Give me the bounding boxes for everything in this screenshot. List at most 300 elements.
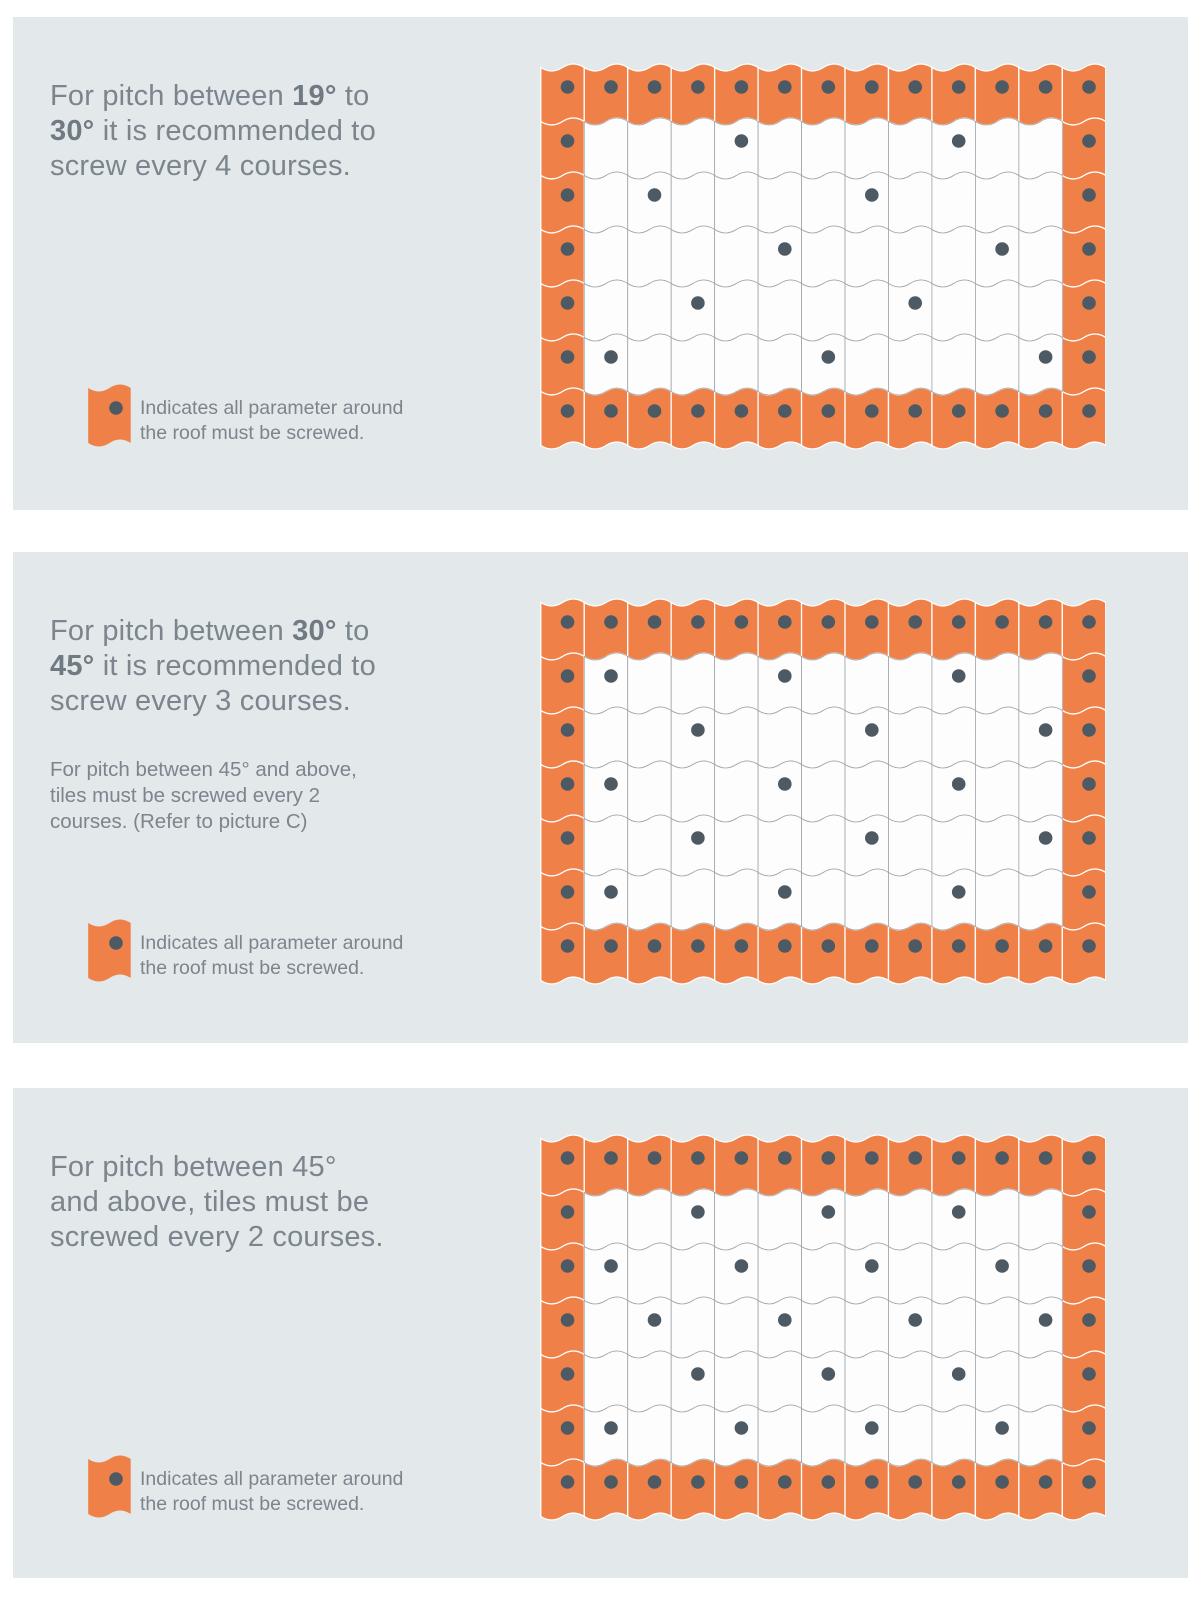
screw-dot — [952, 80, 966, 94]
roof-tile — [845, 707, 888, 768]
roof-tile — [932, 280, 975, 341]
roof-tile-screwed — [975, 599, 1018, 660]
roof-tile — [715, 172, 758, 233]
roof-tile — [845, 761, 888, 822]
roof-tile-screwed — [888, 1135, 931, 1196]
roof-tile — [584, 1243, 627, 1304]
roof-tile — [845, 334, 888, 395]
screw-dot — [995, 404, 1009, 418]
roof-tile-screwed — [541, 172, 584, 233]
screw-dot — [691, 80, 705, 94]
roof-tile — [584, 334, 627, 395]
roof-tile-screwed — [628, 388, 671, 449]
screw-dot — [1082, 777, 1096, 791]
roof-tile — [628, 334, 671, 395]
roof-tile — [975, 653, 1018, 714]
screw-dot — [1039, 1313, 1053, 1327]
roof-tile — [975, 226, 1018, 287]
roof-tile-screwed — [802, 64, 845, 125]
roof-tile — [584, 172, 627, 233]
roof-tile-screwed — [88, 385, 131, 447]
roof-tile-screwed — [541, 226, 584, 287]
roof-tile — [975, 1405, 1018, 1466]
screw-dot — [778, 80, 792, 94]
roof-tile — [715, 869, 758, 930]
roof-tile-screwed — [888, 388, 931, 449]
screw-dot — [908, 1475, 922, 1489]
screw-dot — [778, 242, 792, 256]
screw-dot — [735, 1421, 749, 1435]
roof-tile-screwed — [671, 1459, 714, 1520]
screw-dot — [1082, 350, 1096, 364]
subtext-line: tiles must be screwed every 2 — [50, 784, 321, 807]
screw-dot — [822, 1151, 836, 1165]
roof-tile — [584, 761, 627, 822]
roof-tile-screwed — [1062, 869, 1105, 930]
roof-tile-screwed — [541, 1243, 584, 1304]
screw-dot — [1082, 1313, 1096, 1327]
screw-dot — [561, 1475, 575, 1489]
roof-tile-screwed — [845, 1135, 888, 1196]
panel-heading — [50, 79, 376, 184]
screw-dot — [1082, 1205, 1096, 1219]
roof-tile-screwed — [541, 653, 584, 714]
roof-tile-screwed — [1062, 1297, 1105, 1358]
roof-tile-screwed — [932, 599, 975, 660]
panel-heading — [50, 1150, 384, 1255]
screw-dot — [995, 1475, 1009, 1489]
roof-tile — [628, 761, 671, 822]
roof-tile-screwed — [845, 64, 888, 125]
roof-tile-screwed — [541, 334, 584, 395]
roof-tile-screwed — [1062, 653, 1105, 714]
roof-tile — [845, 869, 888, 930]
screw-dot — [822, 939, 836, 953]
panel-pitch-45-above — [13, 1088, 1188, 1578]
roof-tile-screwed — [715, 599, 758, 660]
roof-tile-screwed — [541, 1351, 584, 1412]
roof-tile-screwed — [802, 1135, 845, 1196]
roof-tile-screwed — [541, 869, 584, 930]
screw-dot — [1039, 1475, 1053, 1489]
roof-tile-screwed — [1019, 1459, 1062, 1520]
screw-dot — [604, 80, 618, 94]
roof-tile — [932, 1351, 975, 1412]
roof-tile-screwed — [541, 1405, 584, 1466]
roof-tile — [715, 653, 758, 714]
roof-tile-screwed — [584, 599, 627, 660]
screw-dot — [109, 936, 123, 950]
roof-tile — [1019, 1351, 1062, 1412]
roof-tile — [1019, 1189, 1062, 1250]
roof-tile — [715, 1351, 758, 1412]
roof-tile — [975, 707, 1018, 768]
screw-dot — [604, 1421, 618, 1435]
roof-tile — [1019, 1297, 1062, 1358]
roof-tile-screwed — [1062, 1189, 1105, 1250]
roof-tile-screwed — [802, 599, 845, 660]
roof-tile — [584, 226, 627, 287]
roof-tile-screwed — [932, 388, 975, 449]
roof-tile — [715, 815, 758, 876]
roof-tile — [715, 226, 758, 287]
subtext-line: courses. (Refer to picture C) — [50, 810, 308, 833]
roof-tile — [1019, 707, 1062, 768]
screw-dot — [778, 1475, 792, 1489]
screw-dot — [561, 1367, 575, 1381]
roof-tile — [802, 761, 845, 822]
screw-dot — [1039, 831, 1053, 845]
roof-tile-screwed — [1062, 1135, 1105, 1196]
roof-tile — [975, 280, 1018, 341]
roof-tile — [671, 815, 714, 876]
screw-dot — [691, 831, 705, 845]
legend — [87, 1454, 403, 1520]
screw-dot — [561, 939, 575, 953]
screw-dot — [952, 939, 966, 953]
screw-dot — [604, 939, 618, 953]
roof-tile-screwed — [758, 599, 801, 660]
screw-dot — [1082, 831, 1096, 845]
roof-tile — [628, 653, 671, 714]
roof-tile — [628, 707, 671, 768]
roof-tile — [1019, 226, 1062, 287]
roof-tile — [584, 869, 627, 930]
roof-tile — [671, 1297, 714, 1358]
screwed-tile-icon — [87, 918, 133, 984]
roof-tile-screwed — [1062, 118, 1105, 179]
roof-tile-screwed — [1019, 1135, 1062, 1196]
roof-tile-screwed — [541, 280, 584, 341]
roof-tile-screwed — [845, 599, 888, 660]
roof-tile — [584, 280, 627, 341]
screw-dot — [561, 242, 575, 256]
legend — [87, 383, 403, 449]
screw-dot — [691, 296, 705, 310]
screw-dot — [604, 615, 618, 629]
heading-line: 45° it is recommended to — [50, 650, 376, 682]
roof-tile — [628, 1405, 671, 1466]
screw-dot — [1082, 296, 1096, 310]
roof-tile — [802, 1189, 845, 1250]
screw-dot — [865, 80, 879, 94]
roof-tile — [888, 815, 931, 876]
roof-tile-screwed — [975, 923, 1018, 984]
roof-tile-screwed — [671, 1135, 714, 1196]
roof-tile — [888, 653, 931, 714]
roof-tile-screwed — [1062, 1351, 1105, 1412]
roof-tile — [932, 653, 975, 714]
screw-dot — [952, 777, 966, 791]
roof-tile — [845, 1405, 888, 1466]
roof-tile — [671, 334, 714, 395]
screw-dot — [1039, 80, 1053, 94]
roof-tile — [1019, 1405, 1062, 1466]
roof-tile — [845, 815, 888, 876]
screw-dot — [952, 1475, 966, 1489]
screw-dot — [908, 296, 922, 310]
roof-screw-pattern-diagram — [540, 1134, 1106, 1526]
roof-tile — [975, 869, 1018, 930]
roof-tile — [888, 1297, 931, 1358]
screw-dot — [561, 1259, 575, 1273]
roof-tile — [888, 280, 931, 341]
screw-dot — [1039, 939, 1053, 953]
roof-tile — [628, 1189, 671, 1250]
roof-tile — [975, 1243, 1018, 1304]
roof-tile-screwed — [845, 1459, 888, 1520]
screw-dot — [691, 1205, 705, 1219]
screw-dot — [822, 1475, 836, 1489]
panel-subtext — [50, 757, 357, 835]
roof-tile — [584, 118, 627, 179]
roof-tile — [715, 280, 758, 341]
screw-dot — [995, 939, 1009, 953]
roof-tile — [628, 226, 671, 287]
roof-tile — [628, 1297, 671, 1358]
roof-tile-screwed — [888, 599, 931, 660]
roof-tile — [888, 1351, 931, 1412]
screw-dot — [778, 1151, 792, 1165]
roof-tile — [584, 1405, 627, 1466]
roof-tile — [1019, 653, 1062, 714]
roof-tile — [932, 1243, 975, 1304]
roof-tile — [932, 869, 975, 930]
roof-tile-screwed — [584, 64, 627, 125]
roof-tile — [975, 1351, 1018, 1412]
roof-tile-screwed — [888, 923, 931, 984]
screw-dot — [1082, 404, 1096, 418]
roof-tile-screwed — [628, 1459, 671, 1520]
roof-tile-screwed — [758, 1135, 801, 1196]
screw-dot — [561, 723, 575, 737]
screw-dot — [648, 615, 662, 629]
heading-line: 30° it is recommended to — [50, 115, 376, 147]
roof-tile — [758, 761, 801, 822]
roof-tile — [758, 869, 801, 930]
screw-dot — [561, 1313, 575, 1327]
screw-dot — [604, 350, 618, 364]
screw-dot — [561, 1421, 575, 1435]
roof-screw-pattern-diagram — [540, 63, 1106, 455]
screw-dot — [952, 615, 966, 629]
roof-tile-screwed — [671, 388, 714, 449]
roof-tile — [628, 280, 671, 341]
roof-tile-screwed — [541, 761, 584, 822]
subtext-line: For pitch between 45° and above, — [50, 758, 357, 781]
roof-tile — [975, 815, 1018, 876]
roof-tile — [845, 280, 888, 341]
roof-tile — [932, 761, 975, 822]
screw-dot — [865, 1421, 879, 1435]
screw-dot — [691, 723, 705, 737]
roof-tile — [845, 1351, 888, 1412]
roof-tile — [671, 761, 714, 822]
roof-tile-screwed — [1062, 280, 1105, 341]
roof-tile-screwed — [758, 388, 801, 449]
legend-line: Indicates all parameter around — [140, 397, 404, 419]
roof-tile-screwed — [541, 1189, 584, 1250]
roof-tile — [802, 1351, 845, 1412]
screw-dot — [561, 1205, 575, 1219]
roof-tile-screwed — [932, 1135, 975, 1196]
screw-dot — [604, 1475, 618, 1489]
roof-tile — [584, 1351, 627, 1412]
roof-tile-screwed — [975, 64, 1018, 125]
roof-tile — [758, 1351, 801, 1412]
roof-tile — [671, 118, 714, 179]
roof-tile — [671, 1405, 714, 1466]
roof-tile-screwed — [715, 1135, 758, 1196]
roof-tile-screwed — [888, 1459, 931, 1520]
roof-tile — [1019, 172, 1062, 233]
roof-tile — [932, 226, 975, 287]
roof-tile-screwed — [802, 1459, 845, 1520]
roof-tile-screwed — [802, 388, 845, 449]
roof-tile — [671, 869, 714, 930]
roof-tile-screwed — [802, 923, 845, 984]
roof-tile-screwed — [1062, 226, 1105, 287]
screw-dot — [778, 1313, 792, 1327]
roof-tile — [628, 1243, 671, 1304]
roof-tile-screwed — [541, 1459, 584, 1520]
screw-dot — [865, 939, 879, 953]
roof-tile-screwed — [541, 599, 584, 660]
roof-tile-screwed — [541, 64, 584, 125]
screw-dot — [1039, 350, 1053, 364]
roof-tile — [845, 118, 888, 179]
screw-dot — [604, 404, 618, 418]
roof-tile-screwed — [932, 64, 975, 125]
roof-tile-screwed — [1062, 388, 1105, 449]
screw-dot — [735, 939, 749, 953]
roof-tile-screwed — [845, 923, 888, 984]
screw-dot — [908, 939, 922, 953]
roof-tile — [888, 1189, 931, 1250]
screw-dot — [561, 80, 575, 94]
screw-dot — [822, 404, 836, 418]
roof-tile-screwed — [628, 1135, 671, 1196]
roof-tile — [671, 1351, 714, 1412]
screw-dot — [1082, 615, 1096, 629]
roof-tile — [758, 118, 801, 179]
roof-tile — [975, 761, 1018, 822]
screw-dot — [865, 404, 879, 418]
roof-tile — [888, 761, 931, 822]
roof-tile — [1019, 334, 1062, 395]
screw-dot — [995, 1421, 1009, 1435]
screw-dot — [865, 723, 879, 737]
roof-tile — [1019, 280, 1062, 341]
roof-tile-screwed — [541, 707, 584, 768]
screw-dot — [1082, 1367, 1096, 1381]
screw-dot — [648, 1151, 662, 1165]
screw-dot — [1082, 1259, 1096, 1273]
screw-dot — [1082, 1151, 1096, 1165]
roof-tile — [975, 118, 1018, 179]
screw-dot — [778, 777, 792, 791]
roof-tile — [671, 226, 714, 287]
screw-dot — [604, 1151, 618, 1165]
screw-dot — [908, 615, 922, 629]
panel-pitch-30-45 — [13, 552, 1188, 1043]
legend-line: Indicates all parameter around — [140, 932, 404, 954]
screw-dot — [604, 777, 618, 791]
roof-tile — [715, 1189, 758, 1250]
screw-dot — [648, 939, 662, 953]
screw-dot — [865, 1151, 879, 1165]
heading-line: For pitch between 45° — [50, 1151, 337, 1183]
screw-dot — [1082, 669, 1096, 683]
roof-tile — [975, 1189, 1018, 1250]
roof-tile-screwed — [715, 923, 758, 984]
screw-dot — [995, 80, 1009, 94]
roof-tile — [584, 707, 627, 768]
roof-tile-screwed — [88, 1456, 131, 1518]
roof-tile-screwed — [1019, 599, 1062, 660]
screw-dot — [561, 615, 575, 629]
roof-tile-screwed — [1062, 599, 1105, 660]
screw-dot — [735, 1259, 749, 1273]
roof-tile — [888, 334, 931, 395]
roof-tile-screwed — [1019, 64, 1062, 125]
roof-tile — [845, 1243, 888, 1304]
roof-tile-screwed — [628, 599, 671, 660]
screw-dot — [952, 134, 966, 148]
screw-dot — [865, 615, 879, 629]
roof-tile — [671, 653, 714, 714]
roof-tile — [584, 815, 627, 876]
legend — [87, 918, 403, 984]
screw-dot — [691, 1475, 705, 1489]
screw-dot — [1082, 939, 1096, 953]
roof-tile — [758, 1297, 801, 1358]
roof-tile-screwed — [541, 923, 584, 984]
roof-tile — [715, 1297, 758, 1358]
roof-tile — [671, 707, 714, 768]
screw-dot — [952, 885, 966, 899]
roof-tile-screwed — [541, 815, 584, 876]
roof-tile — [888, 118, 931, 179]
screw-dot — [778, 939, 792, 953]
roof-tile — [758, 334, 801, 395]
roof-tile-screwed — [1062, 172, 1105, 233]
screw-dot — [1082, 885, 1096, 899]
screw-dot — [561, 831, 575, 845]
screw-dot — [822, 1205, 836, 1219]
screwed-tile-icon — [87, 1454, 133, 1520]
roof-tile — [802, 1297, 845, 1358]
roof-tile — [758, 653, 801, 714]
screw-dot — [691, 615, 705, 629]
screw-dot — [691, 1151, 705, 1165]
roof-tile — [802, 707, 845, 768]
screw-dot — [691, 404, 705, 418]
screw-dot — [1082, 1475, 1096, 1489]
screw-dot — [604, 1259, 618, 1273]
roof-tile — [802, 1243, 845, 1304]
legend-text — [140, 918, 403, 981]
roof-tile — [671, 280, 714, 341]
screw-dot — [1082, 134, 1096, 148]
screw-dot — [561, 350, 575, 364]
roof-tile — [845, 226, 888, 287]
heading-line: For pitch between 19° to — [50, 80, 370, 112]
roof-tile — [628, 815, 671, 876]
roof-tile-screwed — [584, 388, 627, 449]
roof-tile — [888, 707, 931, 768]
screw-dot — [561, 1151, 575, 1165]
